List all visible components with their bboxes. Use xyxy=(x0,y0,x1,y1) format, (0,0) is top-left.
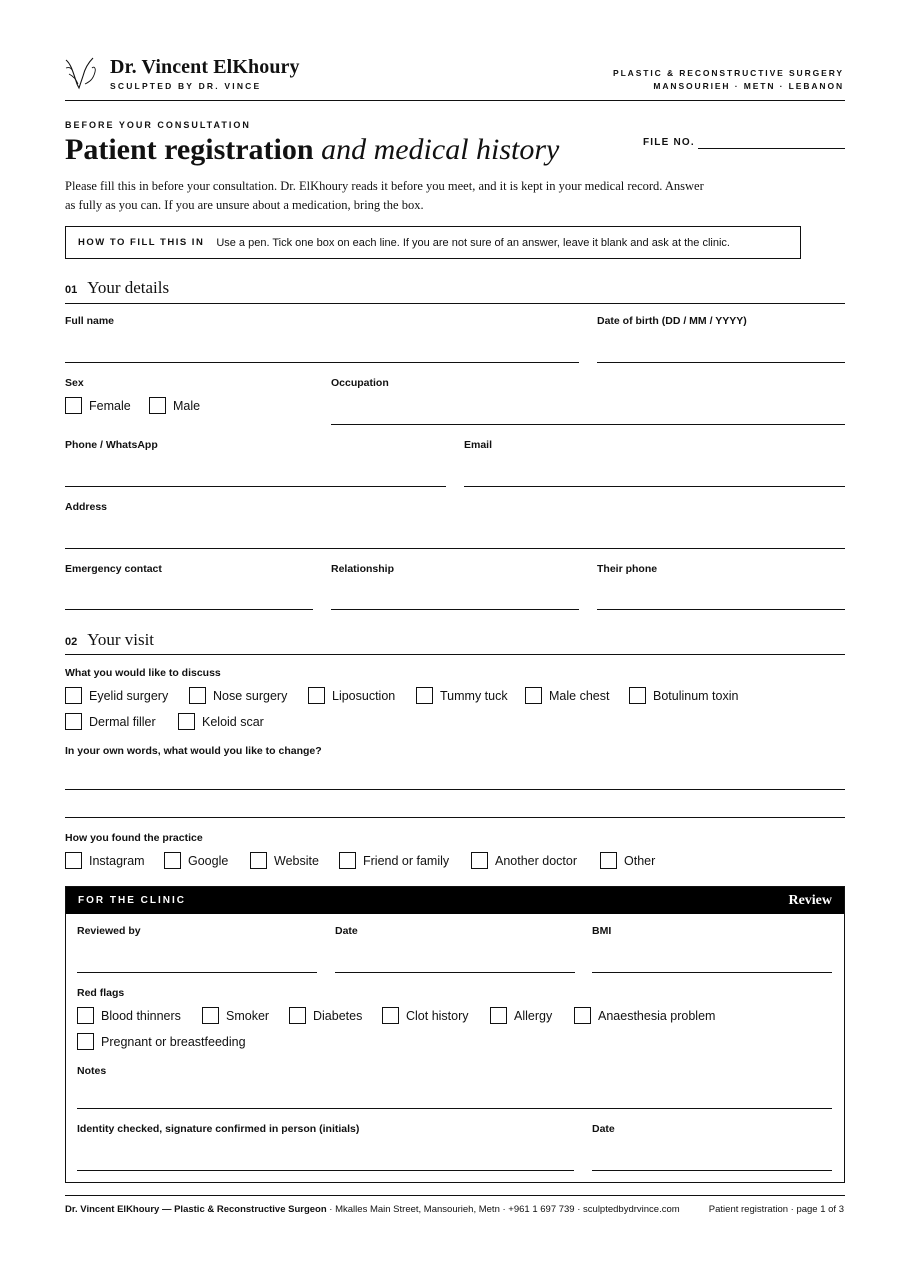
instructions-text: Use a pen. Tick one box on each line. If you are not sure of an answer, leave it blank and ask at the clinic. xyxy=(216,236,730,249)
discuss-option-liposuction[interactable]: Liposuction xyxy=(308,687,395,704)
checkbox[interactable] xyxy=(382,1007,399,1024)
sex-option-male[interactable]: Male xyxy=(149,397,200,414)
section-number: 01 xyxy=(65,284,78,296)
checkbox[interactable] xyxy=(525,687,542,704)
flag-option-blood-thinners[interactable]: Blood thinners xyxy=(77,1007,181,1024)
identity-date-label: Date xyxy=(592,1123,615,1135)
notes-label: Notes xyxy=(77,1065,107,1077)
identity-check-field[interactable] xyxy=(77,1170,574,1171)
found-option-friend-or-family[interactable]: Friend or family xyxy=(339,852,449,869)
emergency-contact-field[interactable] xyxy=(65,609,313,610)
flag-option-clot-history[interactable]: Clot history xyxy=(382,1007,469,1024)
section-number: 02 xyxy=(65,636,78,648)
clinic-review-panel xyxy=(65,886,845,1183)
discuss-option-male-chest[interactable]: Male chest xyxy=(525,687,609,704)
page-title-main: Patient registration xyxy=(65,133,314,166)
discuss-label: What you would like to discuss xyxy=(65,667,221,679)
logo-mark xyxy=(63,54,103,92)
relationship-label: Relationship xyxy=(331,563,395,575)
checkbox[interactable] xyxy=(202,1007,219,1024)
checkbox[interactable] xyxy=(629,687,646,704)
review-date-field[interactable] xyxy=(335,972,575,973)
address-field[interactable] xyxy=(65,548,845,549)
email-label: Email xyxy=(464,439,493,451)
phone-field[interactable] xyxy=(65,486,446,487)
flag-option-diabetes[interactable]: Diabetes xyxy=(289,1007,362,1024)
discuss-option-keloid-scar[interactable]: Keloid scar xyxy=(178,713,264,730)
their-phone-field[interactable] xyxy=(597,609,845,610)
change-field-line-1[interactable] xyxy=(65,789,845,790)
checkbox[interactable] xyxy=(65,397,82,414)
instructions-label: HOW TO FILL THIS IN xyxy=(78,237,205,248)
checkbox[interactable] xyxy=(574,1007,591,1024)
change-label: In your own words, what would you like to change? xyxy=(65,745,322,757)
brand-tagline: SCULPTED BY DR. VINCE xyxy=(110,81,262,91)
page-indicator: Patient registration · page 1 of 3 xyxy=(708,1204,844,1215)
checkbox[interactable] xyxy=(65,852,82,869)
checkbox[interactable] xyxy=(289,1007,306,1024)
flag-option-smoker[interactable]: Smoker xyxy=(202,1007,269,1024)
footer-divider xyxy=(65,1195,845,1196)
section-title: Your visit xyxy=(87,630,155,649)
discuss-option-dermal-filler[interactable]: Dermal filler xyxy=(65,713,156,730)
footer-details: · Mkalles Main Street, Mansourieh, Metn · +961 1 697 739 · sculptedbydrvince.com xyxy=(326,1204,680,1215)
dob-label: Date of birth (DD / MM / YYYY) xyxy=(597,315,747,327)
section-divider xyxy=(65,303,845,304)
intro-text: Please fill this in before your consultation. Dr. ElKhoury reads it before you meet, and it is kept in your medical record. Answer as fully as you can. If you are unsure about a medication, bring the box. xyxy=(65,179,704,212)
checkbox[interactable] xyxy=(65,713,82,730)
identity-date-field[interactable] xyxy=(592,1170,832,1171)
change-field-line-2[interactable] xyxy=(65,817,845,818)
section-your-details-heading xyxy=(65,278,169,298)
flag-option-allergy[interactable]: Allergy xyxy=(490,1007,552,1024)
title-kicker: BEFORE YOUR CONSULTATION xyxy=(65,120,251,130)
discuss-option-eyelid-surgery[interactable]: Eyelid surgery xyxy=(65,687,168,704)
red-flags-label: Red flags xyxy=(77,987,125,999)
their-phone-label: Their phone xyxy=(597,563,658,575)
sex-label: Sex xyxy=(65,377,84,389)
practice-location: MANSOURIEH · METN · LEBANON xyxy=(653,81,844,91)
checkbox[interactable] xyxy=(339,852,356,869)
checkbox[interactable] xyxy=(490,1007,507,1024)
email-field[interactable] xyxy=(464,486,845,487)
flag-option-anaesthesia-problem[interactable]: Anaesthesia problem xyxy=(574,1007,715,1024)
notes-field[interactable] xyxy=(77,1108,832,1109)
checkbox[interactable] xyxy=(250,852,267,869)
sex-option-female[interactable]: Female xyxy=(65,397,131,414)
checkbox[interactable] xyxy=(471,852,488,869)
bmi-field[interactable] xyxy=(592,972,832,973)
clinic-title: FOR THE CLINIC xyxy=(78,895,186,906)
header-divider xyxy=(65,100,845,101)
dob-field[interactable] xyxy=(597,362,845,363)
file-number-field[interactable] xyxy=(698,148,845,149)
checkbox[interactable] xyxy=(164,852,181,869)
identity-check-label: Identity checked, signature confirmed in person (initials) xyxy=(77,1123,360,1135)
checkbox[interactable] xyxy=(189,687,206,704)
page-title xyxy=(65,133,559,167)
discuss-option-nose-surgery[interactable]: Nose surgery xyxy=(189,687,287,704)
found-label: How you found the practice xyxy=(65,832,203,844)
practice-specialty: PLASTIC & RECONSTRUCTIVE SURGERY xyxy=(613,68,844,78)
discuss-option-tummy-tuck[interactable]: Tummy tuck xyxy=(416,687,508,704)
emergency-contact-label: Emergency contact xyxy=(65,563,162,575)
section-divider xyxy=(65,654,845,655)
page-title-italic: and medical history xyxy=(321,133,560,166)
found-option-another-doctor[interactable]: Another doctor xyxy=(471,852,577,869)
full-name-label: Full name xyxy=(65,315,115,327)
found-option-other[interactable]: Other xyxy=(600,852,655,869)
found-option-google[interactable]: Google xyxy=(164,852,228,869)
relationship-field[interactable] xyxy=(331,609,579,610)
occupation-field[interactable] xyxy=(331,424,845,425)
full-name-field[interactable] xyxy=(65,362,579,363)
checkbox[interactable] xyxy=(77,1033,94,1050)
clinic-review-label: Review xyxy=(788,892,832,908)
checkbox[interactable] xyxy=(308,687,325,704)
file-number-label: FILE NO. xyxy=(643,137,695,148)
address-label: Address xyxy=(65,501,108,513)
clinic-header-bar xyxy=(66,887,844,914)
section-your-visit-heading xyxy=(65,630,154,650)
discuss-option-botulinum-toxin[interactable]: Botulinum toxin xyxy=(629,687,738,704)
checkbox[interactable] xyxy=(600,852,617,869)
reviewed-by-label: Reviewed by xyxy=(77,925,141,937)
review-date-label: Date xyxy=(335,925,358,937)
found-option-instagram[interactable]: Instagram xyxy=(65,852,145,869)
bmi-label: BMI xyxy=(592,925,612,937)
checkbox[interactable] xyxy=(178,713,195,730)
instructions-box xyxy=(65,226,801,259)
brand-name: Dr. Vincent ElKhoury xyxy=(110,56,300,78)
section-title: Your details xyxy=(87,278,170,297)
phone-label: Phone / WhatsApp xyxy=(65,439,158,451)
reviewed-by-field[interactable] xyxy=(77,972,317,973)
checkbox[interactable] xyxy=(77,1007,94,1024)
footer-contact xyxy=(65,1204,680,1215)
footer-doctor: Dr. Vincent ElKhoury — Plastic & Reconstructive Surgeon xyxy=(65,1204,327,1215)
found-option-website[interactable]: Website xyxy=(250,852,319,869)
checkbox[interactable] xyxy=(149,397,166,414)
checkbox[interactable] xyxy=(416,687,433,704)
checkbox[interactable] xyxy=(65,687,82,704)
flag-option-pregnant-or-breastfeeding[interactable]: Pregnant or breastfeeding xyxy=(77,1033,246,1050)
occupation-label: Occupation xyxy=(331,377,389,389)
